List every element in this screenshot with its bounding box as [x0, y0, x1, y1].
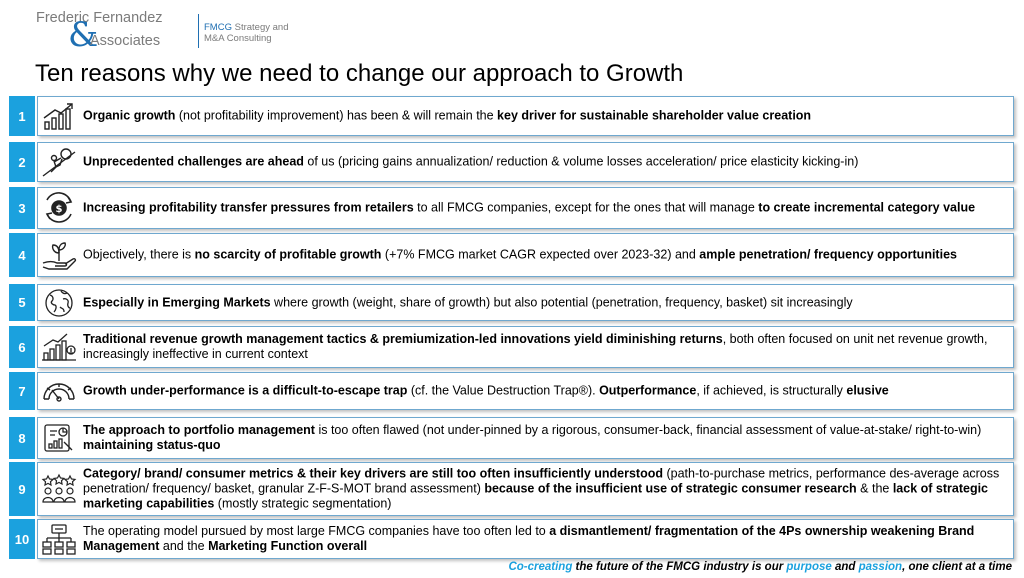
- footer-text: and: [831, 561, 859, 573]
- reason-text-bold: Traditional revenue growth management tactics & premiumization-led innovations yield diminishing returns: [83, 332, 723, 346]
- reason-text-bold: Growth under-performance is a difficult-to-escape trap: [83, 383, 408, 398]
- reason-text-regular: The operating model pursued by most large FMCG companies have too often led to: [83, 524, 550, 538]
- reason-text-regular: , both often focused on unit net revenue growth, increasingly ineffective in current context: [83, 332, 988, 361]
- footer-highlight: passion: [858, 561, 903, 573]
- reason-card: [37, 142, 1014, 182]
- reason-text-regular: (+7% FMCG market CAGR expected over 2023-32) and: [381, 247, 700, 262]
- reason-text: [83, 109, 1001, 124]
- reason-text-bold: no scarcity of profitable growth: [194, 247, 382, 262]
- money-transfer-icon: [41, 192, 77, 224]
- reason-text: [83, 295, 1001, 310]
- reason-card: [37, 417, 1014, 459]
- reason-text-bold: Unprecedented challenges are ahead: [83, 154, 304, 169]
- reason-text-regular: (path-to-purchase metrics, performance des-average across penetration/ frequency/ basket, granular Z-F-S-MOT brand assessment): [83, 466, 1000, 496]
- logo-tagline-line1: Strategy and: [231, 22, 289, 33]
- logo-ampersand: &: [68, 15, 99, 55]
- reason-text-regular: Objectively, there is: [83, 247, 195, 262]
- page-title: Ten reasons why we need to change our approach to Growth: [35, 60, 684, 87]
- reason-text-bold: Category/ brand/ consumer metrics & their key drivers are still too often insufficiently understood: [83, 466, 663, 481]
- reason-text-bold: The approach to portfolio management: [83, 423, 315, 437]
- reason-row: [9, 519, 1014, 559]
- logo-associates: Associates: [90, 33, 161, 49]
- reason-number: 6: [9, 326, 35, 368]
- reason-card: [37, 519, 1014, 559]
- reason-card: [37, 233, 1014, 277]
- globe-icon: [41, 287, 77, 319]
- reason-text: [83, 524, 1001, 554]
- reason-text-regular: where growth (weight, share of growth) but also potential (penetration, frequency, basket) sit increasingly: [270, 295, 853, 309]
- reason-text: [83, 248, 1001, 263]
- org-chart-icon: [41, 523, 77, 555]
- reason-card: [37, 372, 1014, 410]
- reason-row: [9, 96, 1014, 136]
- reason-row: [9, 462, 1014, 516]
- reason-text-regular: and the: [159, 539, 209, 553]
- reason-number: 5: [9, 284, 35, 321]
- gauge-icon: [41, 375, 77, 407]
- reason-row: [9, 233, 1014, 277]
- reason-text-regular: , if achieved, is structurally: [696, 383, 847, 398]
- reason-text-bold: because of the insufficient use of strategic consumer research: [484, 481, 857, 496]
- logo-tagline-brand: FMCG: [204, 22, 232, 33]
- reason-number: 9: [9, 462, 35, 516]
- reason-row: [9, 372, 1014, 410]
- reason-text-regular: (not profitability improvement) has been & will remain the: [175, 108, 498, 123]
- reason-text-bold: Organic growth: [83, 108, 176, 123]
- reason-text-bold: elusive: [846, 383, 889, 398]
- reason-text-regular: is too often flawed (not under-pinned by a rigorous, consumer-back, financial assessment of value-at-stake/ right-to-win): [314, 423, 982, 437]
- revenue-growth-icon: [41, 331, 77, 363]
- reason-number: 7: [9, 372, 35, 410]
- reason-text-regular: to all FMCG companies, except for the ones that will manage: [413, 200, 759, 215]
- reason-text-bold: Outperformance: [599, 383, 697, 398]
- reason-text-bold: ample penetration/ frequency opportunities: [699, 247, 957, 262]
- reason-text-regular: & the: [856, 481, 893, 496]
- reason-card: [37, 284, 1014, 321]
- svg-text:$: $: [55, 204, 63, 215]
- reason-text-regular: (cf. the Value Destruction Trap®).: [407, 383, 600, 398]
- reason-row: [9, 326, 1014, 368]
- footer-tagline: [508, 561, 1012, 573]
- reason-text-bold: Marketing Function overall: [208, 539, 368, 553]
- reason-number: 2: [9, 142, 35, 182]
- footer-text: , one client at a time: [902, 561, 1012, 573]
- logo-separator: [198, 14, 199, 48]
- footer-text: the future of the FMCG industry is our: [572, 561, 787, 573]
- reason-text-regular: (mostly strategic segmentation): [214, 496, 392, 511]
- footer-highlight: purpose: [786, 561, 832, 573]
- reason-text-bold: lack of strategic marketing capabilities: [83, 481, 989, 511]
- hand-plant-icon: [41, 239, 77, 271]
- reason-text-regular: of us (pricing gains annualization/ reduction & volume losses acceleration/ price elasticity kicking-in): [303, 154, 859, 169]
- logo-tagline-line2: M&A Consulting: [204, 33, 272, 44]
- logo-tagline: [204, 22, 288, 44]
- reason-card: [37, 96, 1014, 136]
- consumer-rating-icon: [41, 473, 77, 505]
- reason-text: [83, 332, 1001, 362]
- reason-row: [9, 284, 1014, 321]
- reason-number: 1: [9, 96, 35, 136]
- uphill-push-icon: [41, 146, 77, 178]
- reason-card: [37, 462, 1014, 516]
- reason-text: [83, 384, 1001, 399]
- reason-card: [37, 326, 1014, 368]
- portfolio-analysis-icon: [41, 422, 77, 454]
- reason-text: [83, 467, 1001, 512]
- reason-number: 10: [9, 519, 35, 559]
- reason-row: [9, 187, 1014, 229]
- reason-text-bold: Especially in Emerging Markets: [83, 295, 271, 309]
- reason-text: [83, 201, 1001, 216]
- reason-number: 8: [9, 417, 35, 459]
- reason-number: 3: [9, 187, 35, 229]
- reason-card: [37, 187, 1014, 229]
- reason-text-bold: a dismantlement/ fragmentation of the 4Ps ownership weakening Brand Management: [83, 524, 975, 553]
- logo-name: Frederic Fernandez: [36, 10, 163, 26]
- reason-text-bold: to create incremental category value: [758, 200, 976, 215]
- reason-text-bold: key driver for sustainable shareholder value creation: [497, 108, 812, 123]
- reason-number: 4: [9, 233, 35, 277]
- reason-row: [9, 142, 1014, 182]
- growth-chart-icon: [41, 100, 77, 132]
- reason-text: [83, 423, 1001, 453]
- footer-highlight: Co-creating: [508, 561, 573, 573]
- reason-row: [9, 417, 1014, 459]
- reason-text-bold: maintaining status-quo: [83, 438, 221, 452]
- reason-text: [83, 155, 1001, 170]
- reason-text-bold: Increasing profitability transfer pressures from retailers: [83, 200, 414, 215]
